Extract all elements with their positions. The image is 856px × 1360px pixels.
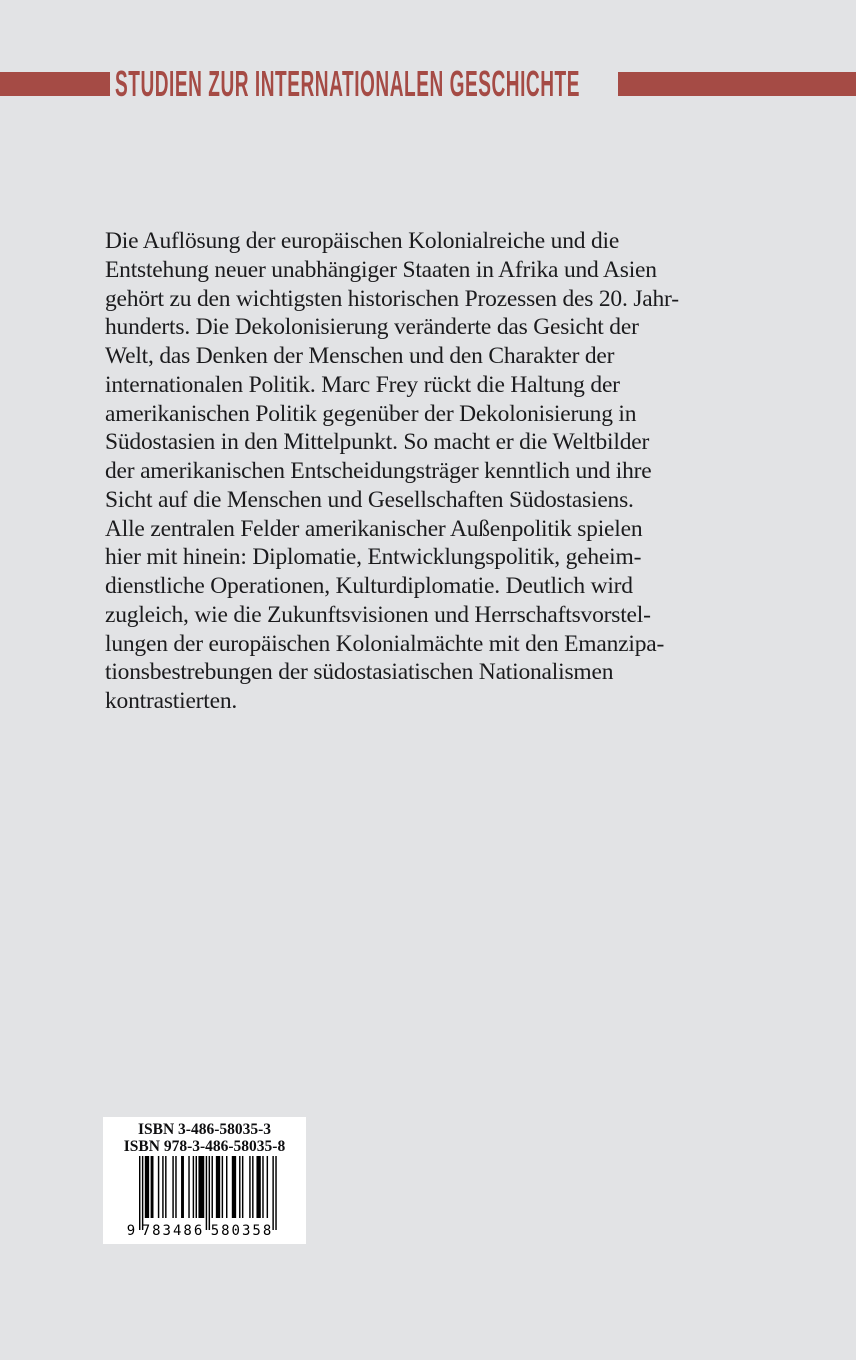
blurb-line: amerikanischen Politik gegenüber der Dekolonisierung in (105, 400, 637, 427)
barcode-bar (175, 1156, 176, 1218)
barcode-bar (239, 1156, 240, 1218)
blurb-text (105, 227, 725, 716)
barcode-bar (241, 1156, 242, 1218)
blurb-line: hier mit hinein: Diplomatie, Entwicklungspolitik, geheim- (105, 544, 642, 571)
barcode-bar (150, 1156, 153, 1218)
barcode-bar (198, 1156, 204, 1218)
barcode-bar (211, 1156, 212, 1218)
series-band-left-rule (0, 72, 110, 96)
barcode-bar (262, 1156, 263, 1218)
barcode-bar (231, 1156, 235, 1218)
series-title-text: STUDIEN ZUR INTERNATIONALEN GESCHICHTE (115, 63, 580, 104)
blurb-line: gehört zu den wichtigsten historischen Prozessen des 20. Jahr- (105, 285, 679, 312)
barcode-bar (195, 1156, 196, 1218)
blurb-line: dienstliche Operationen, Kulturdiplomatie. Deutlich wird (105, 573, 633, 599)
barcode-bar (215, 1156, 219, 1218)
blurb-line: der amerikanischen Entscheidungsträger kenntlich und ihre (105, 458, 652, 484)
series-title (115, 63, 611, 104)
barcode-bar (252, 1156, 253, 1218)
barcode-bar (208, 1156, 209, 1230)
barcode-bar (221, 1156, 222, 1218)
blurb-line: Sicht auf die Menschen und Gesellschaften Südostasiens. (105, 486, 634, 513)
isbn10-label: ISBN 3-486-58035-3 (137, 1121, 272, 1138)
blurb-line: Welt, das Denken der Menschen und den Charakter der (105, 343, 615, 369)
barcode-bar (272, 1156, 273, 1230)
barcode-bars (139, 1156, 277, 1230)
blurb-line: Südostasien in den Mittelpunkt. So macht er die Weltbilder (105, 429, 650, 456)
barcode-bar (181, 1156, 184, 1218)
series-band-right-rule (618, 72, 856, 96)
barcode-left-digit: 9 (126, 1223, 135, 1236)
barcode-bar (157, 1156, 158, 1218)
barcode-bar (144, 1156, 148, 1218)
barcode-bar (205, 1156, 206, 1230)
isbn-box (103, 1117, 306, 1244)
barcode-bar (256, 1156, 260, 1218)
blurb-line: Alle zentralen Felder amerikanischer Außenpolitik spielen (105, 515, 643, 542)
barcode-bar (172, 1156, 173, 1218)
barcode-digits-left-group: 783486 (141, 1223, 204, 1236)
blurb-line: lungen der europäischen Kolonialmächte mit den Emanzipa- (105, 630, 665, 657)
blurb-line: hunderts. Die Dekolonisierung veränderte das Gesicht der (105, 314, 639, 341)
ean13-barcode (125, 1156, 285, 1236)
barcode-bar (275, 1156, 276, 1230)
barcode-bar (165, 1156, 166, 1218)
barcode-bar (266, 1156, 267, 1218)
barcode-digits-right-group: 580358 (210, 1223, 273, 1236)
barcode-bar (226, 1156, 227, 1218)
barcode-bar (162, 1156, 163, 1218)
isbn13-label: ISBN 978-3-486-58035-8 (123, 1137, 286, 1155)
blurb-line: Entstehung neuer unabhängiger Staaten in Afrika und Asien (105, 256, 657, 283)
blurb-line: internationalen Politik. Marc Frey rückt die Haltung der (105, 371, 620, 398)
barcode-bar (141, 1156, 142, 1230)
blurb-line: kontrastierten. (105, 688, 238, 714)
barcode-bar (139, 1156, 140, 1230)
barcode-bar (249, 1156, 250, 1218)
barcode-bar (192, 1156, 193, 1218)
barcode-bar (188, 1156, 189, 1218)
blurb-line: zugleich, wie die Zukunftsvisionen und Herrschaftsvorstel- (105, 601, 651, 628)
blurb-line: Die Auflösung der europäischen Kolonialreiche und die (105, 228, 620, 254)
blurb-line: tionsbestrebungen der südostasiatischen Nationalismen (105, 659, 614, 686)
